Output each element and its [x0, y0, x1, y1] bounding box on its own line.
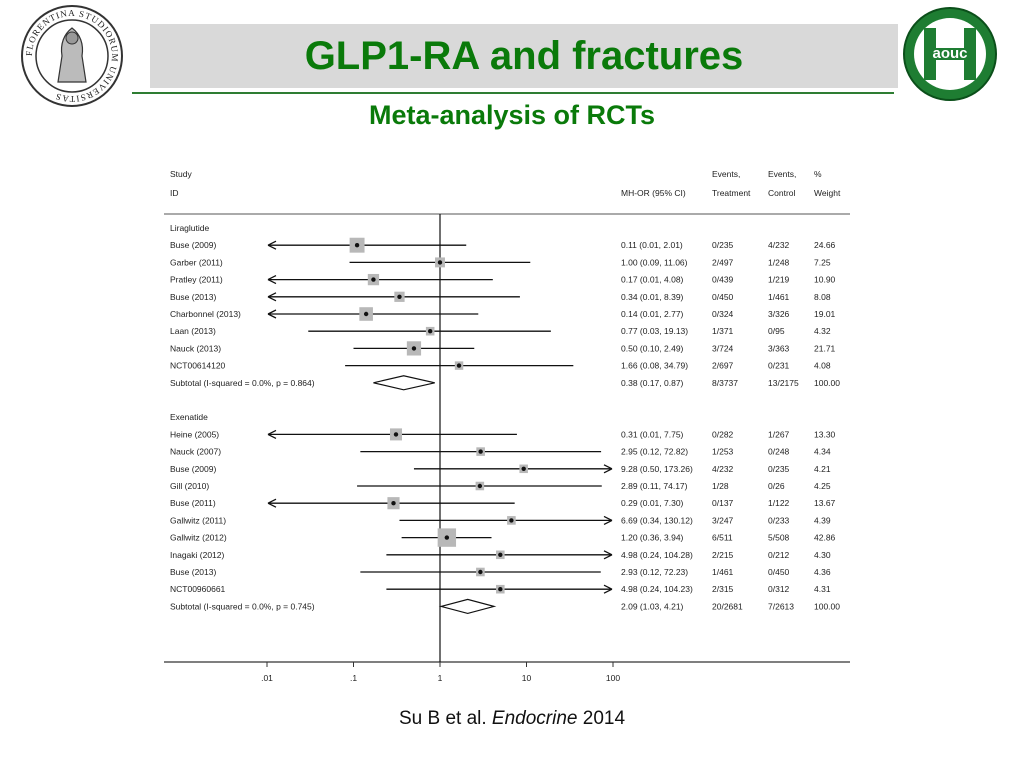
study-id: Gill (2010) [170, 481, 210, 491]
header-events-control-2: Control [768, 188, 796, 198]
study-events-control: 0/312 [768, 584, 790, 595]
study-ci: 0.11 (0.01, 2.01) [621, 240, 683, 251]
page-subtitle: Meta-analysis of RCTs [368, 100, 656, 130]
subtotal-events-control: 7/2613 [768, 601, 794, 612]
study-events-control: 3/363 [768, 343, 790, 354]
study-events-control: 1/248 [768, 257, 790, 268]
seal-lettering: FLORENTINA STUDIORUM UNIVERSITAS [23, 7, 121, 105]
study-events-treatment: 1/253 [712, 446, 734, 457]
study-events-control: 0/212 [768, 549, 790, 560]
study-ci: 2.89 (0.11, 74.17) [621, 481, 688, 491]
study-weight: 4.34 [814, 446, 831, 457]
point-estimate [445, 535, 449, 539]
study-events-control: 1/461 [768, 291, 790, 302]
study-ci: 0.34 (0.01, 8.39) [621, 291, 684, 302]
x-tick-label: 10 [521, 673, 532, 683]
study-ci: 1.66 (0.08, 34.79) [621, 360, 689, 371]
study-weight: 10.90 [814, 274, 836, 285]
study-id: Gallwitz (2011) [170, 515, 227, 526]
study-ci: 4.98 (0.24, 104.23) [621, 584, 693, 595]
header-id: ID [170, 188, 179, 198]
study-id: Heine (2005) [170, 429, 220, 440]
citation-journal: Endocrine [491, 708, 578, 729]
study-ci: 0.29 (0.01, 7.30) [621, 498, 684, 509]
header-study: Study [170, 169, 192, 179]
point-estimate [457, 363, 461, 367]
point-estimate [364, 312, 368, 316]
subtotal-weight: 100.00 [814, 601, 840, 612]
study-events-control: 0/231 [768, 360, 790, 371]
subtotal-events-treatment: 20/2681 [712, 601, 743, 612]
study-id: Inagaki (2012) [170, 549, 225, 560]
header-events-treatment: Events, [712, 169, 741, 179]
study-events-treatment: 3/724 [712, 343, 734, 354]
study-id: Gallwitz (2012) [170, 532, 227, 543]
study-events-treatment: 2/697 [712, 360, 734, 371]
point-estimate [412, 346, 416, 350]
study-weight: 8.08 [814, 291, 831, 302]
subtotal-label: Subtotal (I-squared = 0.0%, p = 0.864) [170, 377, 315, 388]
study-events-control: 0/235 [768, 463, 790, 474]
column-headers [170, 169, 841, 198]
citation-authors: Su B et al. [398, 708, 492, 729]
x-tick-label: 1 [437, 673, 443, 683]
point-estimate [478, 449, 482, 453]
study-id: Laan (2013) [170, 326, 216, 337]
study-weight: 4.30 [814, 549, 831, 560]
study-weight: 42.86 [814, 532, 836, 543]
study-events-treatment: 6/511 [712, 532, 733, 543]
point-estimate [478, 570, 482, 574]
subtotal-label: Subtotal (I-squared = 0.0%, p = 0.745) [170, 601, 315, 612]
point-estimate [498, 553, 502, 557]
x-tick-label: .1 [349, 673, 358, 683]
study-ci: 2.93 (0.12, 72.23) [621, 567, 689, 577]
x-tick-label: .01 [261, 673, 273, 683]
study-id: Buse (2009) [170, 240, 217, 251]
point-estimate [521, 467, 525, 471]
study-events-control: 1/267 [768, 429, 790, 440]
point-estimate [397, 295, 401, 299]
x-tick-label: 100 [605, 673, 621, 683]
study-id: NCT00960661 [170, 584, 226, 595]
forest-plot-frame [164, 214, 850, 662]
header-mhor: MH-OR (95% CI) [621, 188, 686, 198]
study-ci: 4.98 (0.24, 104.28) [621, 549, 693, 560]
study-id: NCT00614120 [170, 360, 226, 371]
study-events-treatment: 1/371 [712, 326, 734, 337]
study-id: Nauck (2013) [170, 343, 222, 354]
study-weight: 4.36 [814, 567, 831, 577]
point-estimate [355, 243, 359, 247]
study-id: Buse (2009) [170, 463, 217, 474]
subtotal-events-control: 13/2175 [768, 377, 799, 388]
subtotal-diamond [373, 376, 434, 390]
logo-lettering: aouc [932, 45, 968, 62]
citation [0, 708, 1024, 730]
study-events-treatment: 3/247 [712, 515, 734, 526]
study-id: Buse (2011) [170, 498, 216, 509]
study-weight: 4.32 [814, 326, 831, 337]
study-events-treatment: 0/282 [712, 429, 734, 440]
study-events-treatment: 4/232 [712, 463, 734, 474]
citation-year: 2014 [577, 708, 626, 729]
study-events-control: 3/326 [768, 309, 790, 319]
study-events-control: 5/508 [768, 532, 790, 543]
point-estimate [394, 432, 398, 436]
subtotal-ci: 0.38 (0.17, 0.87) [621, 377, 684, 388]
study-events-control: 0/26 [768, 481, 785, 491]
point-estimate [478, 484, 482, 488]
study-events-control: 0/450 [768, 567, 790, 577]
study-weight: 4.21 [814, 463, 831, 474]
study-events-control: 0/233 [768, 515, 790, 526]
point-estimate [438, 260, 442, 264]
study-events-control: 0/248 [768, 446, 790, 457]
study-ci: 6.69 (0.34, 130.12) [621, 515, 693, 526]
study-events-treatment: 0/137 [712, 498, 734, 509]
study-weight: 4.25 [814, 481, 831, 491]
study-weight: 13.67 [814, 498, 836, 509]
study-events-treatment: 0/235 [712, 240, 734, 251]
study-id: Buse (2013) [170, 567, 217, 577]
point-estimate [371, 277, 375, 281]
study-events-treatment: 2/497 [712, 257, 734, 268]
study-ci: 0.77 (0.03, 19.13) [621, 326, 689, 337]
study-weight: 4.08 [814, 360, 831, 371]
subtotal-weight: 100.00 [814, 377, 840, 388]
header-events-treatment-2: Treatment [712, 188, 751, 198]
forest-plot-marks [170, 214, 840, 683]
study-ci: 1.20 (0.36, 3.94) [621, 532, 684, 543]
study-ci: 0.50 (0.10, 2.49) [621, 343, 684, 354]
study-ci: 2.95 (0.12, 72.82) [621, 446, 689, 457]
study-weight: 19.01 [814, 309, 836, 319]
header-events-control: Events, [768, 169, 797, 179]
study-id: Garber (2011) [170, 257, 223, 268]
study-events-treatment: 0/450 [712, 291, 734, 302]
point-estimate [509, 518, 513, 522]
study-events-control: 1/122 [768, 498, 790, 509]
page-title: GLP1-RA and fractures [304, 34, 744, 78]
study-ci: 1.00 (0.09, 11.06) [621, 257, 688, 268]
study-ci: 9.28 (0.50, 173.26) [621, 463, 693, 474]
study-events-treatment: 2/215 [712, 549, 734, 560]
header-weight-2: Weight [814, 188, 841, 198]
study-ci: 0.17 (0.01, 4.08) [621, 274, 684, 285]
study-events-treatment: 0/324 [712, 309, 734, 319]
subtotal-events-treatment: 8/3737 [712, 377, 738, 388]
study-id: Charbonnel (2013) [170, 309, 241, 319]
study-weight: 4.39 [814, 515, 831, 526]
subtotal-diamond [441, 599, 494, 613]
study-events-treatment: 2/315 [712, 584, 734, 595]
group-label: Liraglutide [170, 223, 210, 233]
point-estimate [498, 587, 502, 591]
study-weight: 21.71 [814, 343, 836, 354]
study-weight: 13.30 [814, 429, 836, 440]
study-weight: 24.66 [814, 240, 836, 251]
subtotal-ci: 2.09 (1.03, 4.21) [621, 601, 684, 612]
study-id: Nauck (2007) [170, 446, 222, 457]
study-events-control: 4/232 [768, 240, 790, 251]
study-events-treatment: 1/28 [712, 481, 729, 491]
point-estimate [428, 329, 432, 333]
point-estimate [391, 501, 395, 505]
study-id: Buse (2013) [170, 291, 217, 302]
study-events-treatment: 0/439 [712, 274, 734, 285]
study-weight: 4.31 [814, 584, 831, 595]
study-ci: 0.31 (0.01, 7.75) [621, 429, 684, 440]
study-weight: 7.25 [814, 257, 831, 268]
study-events-control: 0/95 [768, 326, 785, 337]
study-id: Pratley (2011) [170, 274, 223, 285]
study-ci: 0.14 (0.01, 2.77) [621, 309, 684, 319]
group-label: Exenatide [170, 412, 208, 423]
study-events-treatment: 1/461 [712, 567, 734, 577]
header-weight: % [814, 169, 822, 179]
study-events-control: 1/219 [768, 274, 790, 285]
